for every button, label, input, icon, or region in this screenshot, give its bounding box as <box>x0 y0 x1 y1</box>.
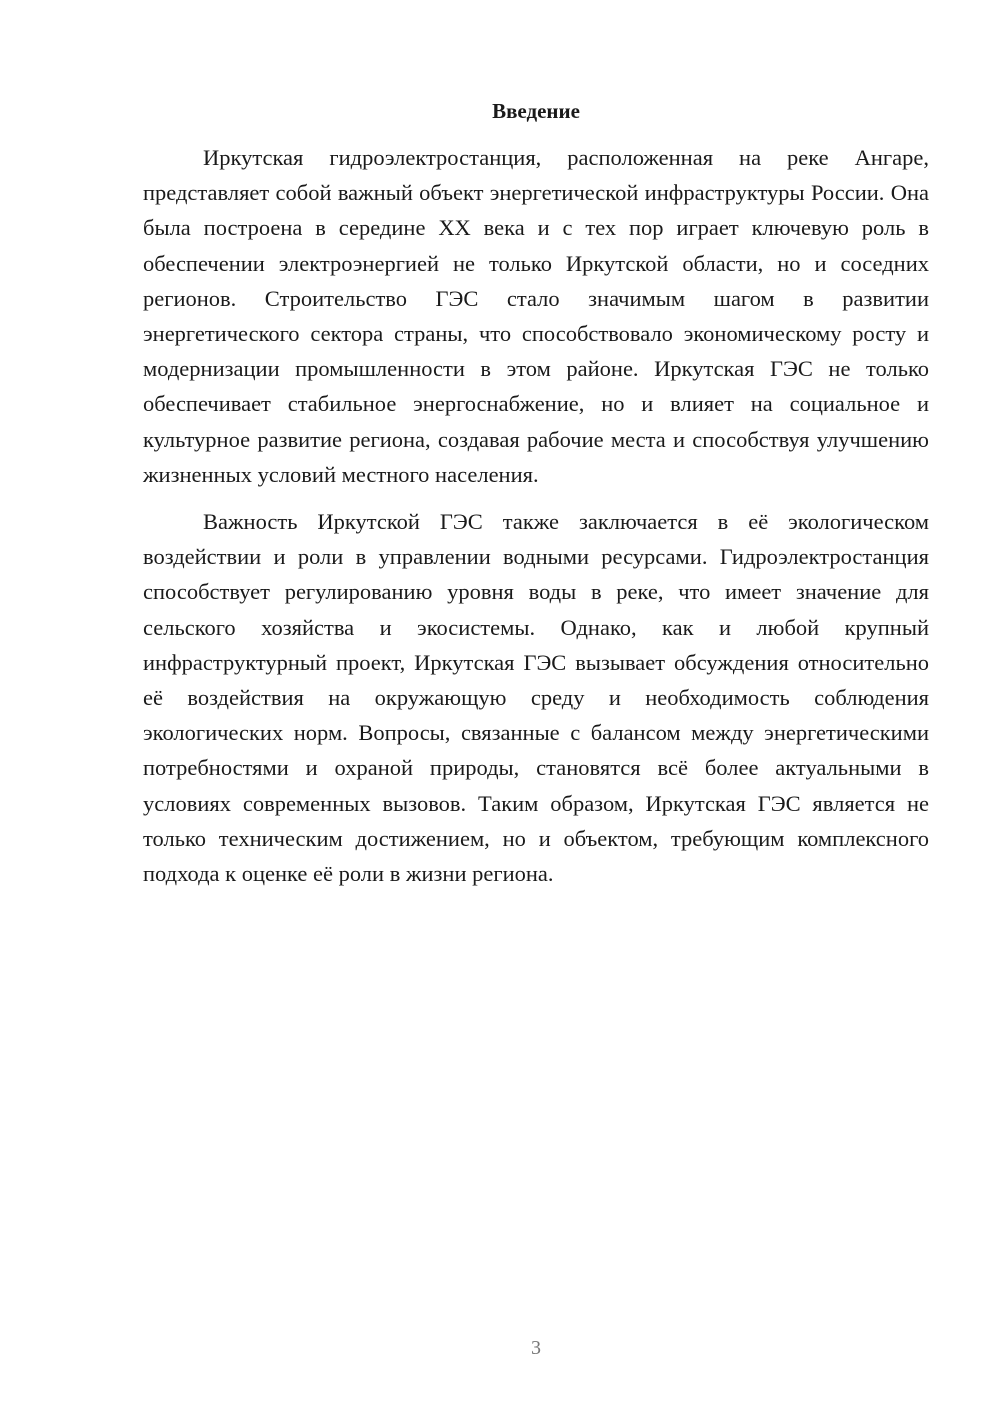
body-text <box>143 140 929 891</box>
page-number: 3 <box>531 1337 541 1359</box>
paragraph-2: Важность Иркутской ГЭС также заключается в её экологическом воздействии и роли в управлении водными ресурсами. Гидроэлектростанция способствует регулированию уровня воды в реке, что имеет значение для сельского хозяйства и экосистемы. Однако, как и любой крупный инфраструктурный проект, Иркутская ГЭС вызывает обсуждения относительно её воздействия на окружающую среду и необходимость соблюдения экологических норм. Вопросы, связанные с балансом между энергетическими потребностями и охраной природы, становятся всё более актуальными в условиях современных вызовов. Таким образом, Иркутская ГЭС является не только техническим достижением, но и объектом, требующим комплексного подхода к оценке её роли в жизни региона. <box>143 509 929 887</box>
section-heading: Введение <box>492 99 580 123</box>
paragraph-1: Иркутская гидроэлектростанция, расположенная на реке Ангаре, представляет собой важный объект энергетической инфраструктуры России. Она была построена в середине XX века и с тех пор играет ключевую роль в обеспечении электроэнергией не только Иркутской области, но и соседних регионов. Строительство ГЭС стало значимым шагом в развитии энергетического сектора страны, что способствовало экономическому росту и модернизации промышленности в этом районе. Иркутская ГЭС не только обеспечивает стабильное энергоснабжение, но и влияет на социальное и культурное развитие региона, создавая рабочие места и способствуя улучшению жизненных условий местного населения. <box>143 145 929 487</box>
